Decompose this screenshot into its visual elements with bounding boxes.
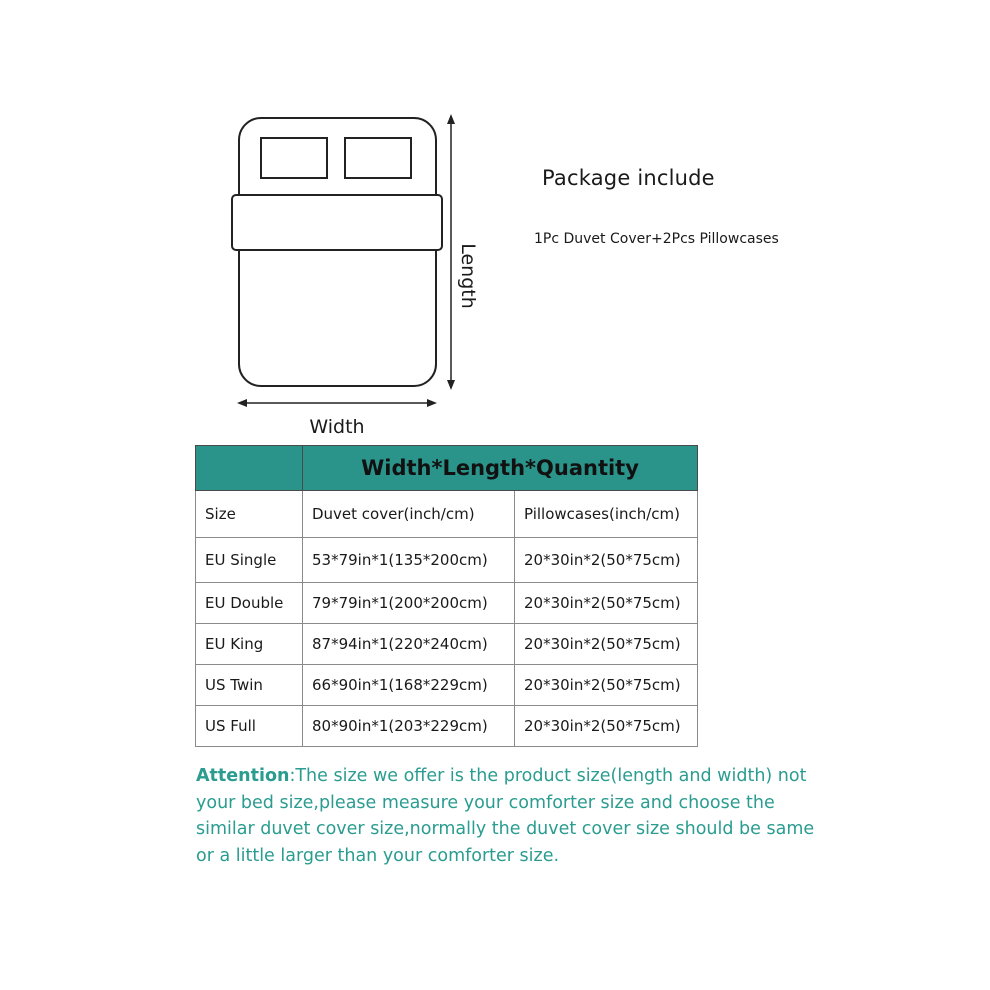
bed-size-diagram bbox=[0, 0, 990, 445]
bed-outline bbox=[239, 118, 436, 386]
column-header-duvet: Duvet cover(inch/cm) bbox=[303, 491, 515, 538]
header-empty-cell bbox=[196, 446, 303, 491]
pillow-left bbox=[261, 138, 327, 178]
size-table bbox=[195, 445, 698, 747]
table-row bbox=[196, 706, 698, 747]
width-label: Width bbox=[309, 416, 365, 438]
package-description: 1Pc Duvet Cover+2Pcs Pillowcases bbox=[534, 231, 779, 247]
size-cell: EU Double bbox=[196, 583, 303, 624]
package-title: Package include bbox=[542, 166, 715, 190]
table-row bbox=[196, 583, 698, 624]
attention-label: Attention bbox=[196, 766, 290, 786]
size-cell: EU Single bbox=[196, 538, 303, 583]
duvet-cell: 53*79in*1(135*200cm) bbox=[303, 538, 515, 583]
width-arrow bbox=[237, 399, 437, 407]
pillowcase-cell: 20*30in*2(50*75cm) bbox=[515, 538, 698, 583]
length-arrow bbox=[447, 114, 455, 390]
attention-note bbox=[196, 763, 836, 869]
attention-text: :The size we offer is the product size(length and width) not your bed size,please measure your comforter size and choose the similar duvet cover size,normally the duvet cover size should be same or a little larger than your comforter size. bbox=[196, 766, 815, 866]
duvet-cell: 80*90in*1(203*229cm) bbox=[303, 706, 515, 747]
column-header-pillowcases: Pillowcases(inch/cm) bbox=[515, 491, 698, 538]
table-row bbox=[196, 665, 698, 706]
table-title: Width*Length*Quantity bbox=[303, 446, 698, 491]
duvet-cell: 87*94in*1(220*240cm) bbox=[303, 624, 515, 665]
size-cell: EU King bbox=[196, 624, 303, 665]
duvet-cell: 79*79in*1(200*200cm) bbox=[303, 583, 515, 624]
length-label: Length bbox=[457, 243, 479, 309]
duvet-cell: 66*90in*1(168*229cm) bbox=[303, 665, 515, 706]
pillow-right bbox=[345, 138, 411, 178]
pillowcase-cell: 20*30in*2(50*75cm) bbox=[515, 665, 698, 706]
size-cell: US Twin bbox=[196, 665, 303, 706]
pillowcase-cell: 20*30in*2(50*75cm) bbox=[515, 706, 698, 747]
column-header-size: Size bbox=[196, 491, 303, 538]
pillowcase-cell: 20*30in*2(50*75cm) bbox=[515, 624, 698, 665]
column-header-row bbox=[196, 491, 698, 538]
table-header-row bbox=[196, 446, 698, 491]
table-row bbox=[196, 624, 698, 665]
duvet-fold bbox=[232, 195, 442, 250]
size-cell: US Full bbox=[196, 706, 303, 747]
table-row bbox=[196, 538, 698, 583]
pillowcase-cell: 20*30in*2(50*75cm) bbox=[515, 583, 698, 624]
